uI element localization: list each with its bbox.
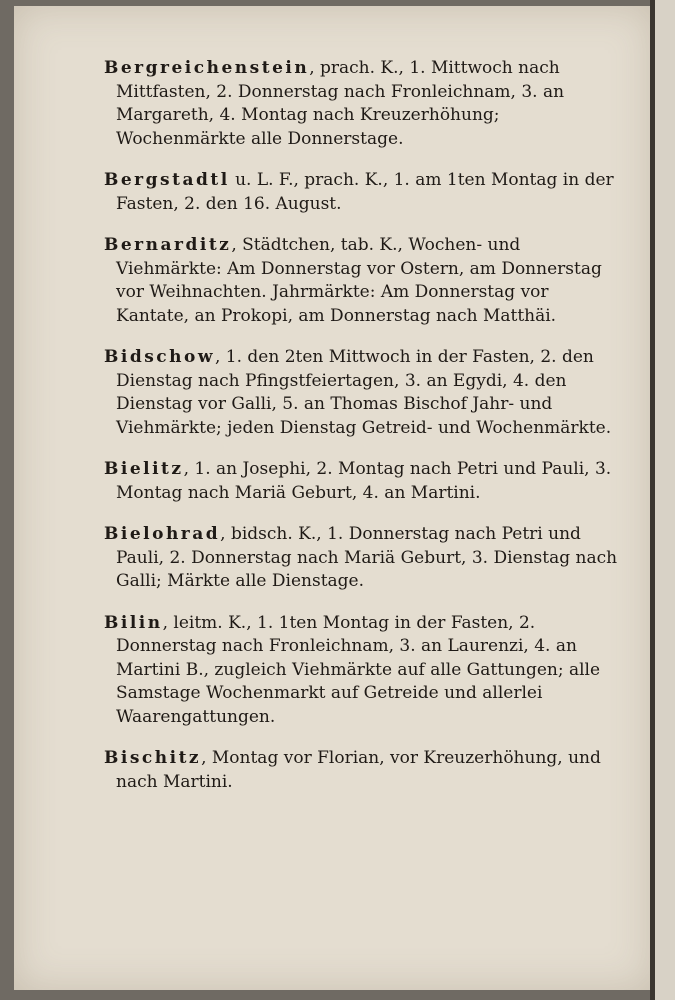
entry-bergreichenstein xyxy=(104,57,620,151)
entry-text: , leitm. K., 1. 1ten Montag in der Fasten, 2. Donnerstag nach Fronleichnam, 3. an Laurenzi, 4. an Martini B., zugleich Viehmärkte auf alle Gattungen; alle Samstage Wochenmarkt auf Getreide und allerlei Waarengattungen. xyxy=(116,612,601,727)
entry-bielitz xyxy=(104,458,620,505)
entry-text: u. L. F., prach. K., 1. am 1ten Montag in der Fasten, 2. den 16. August. xyxy=(116,170,614,214)
entry-text: , Montag vor Florian, vor Kreuzerhöhung, und nach Martini. xyxy=(116,748,601,792)
entry-place: Bidschow xyxy=(104,347,215,367)
entry-bilin xyxy=(104,612,620,730)
entry-text: , prach. K., 1. Mittwoch nach Mittfasten, 2. Donnerstag nach Fronleichnam, 3. an Margareth, 4. Montag nach Kreuzerhöhung; Wochenmärkte alle Donnerstage. xyxy=(116,58,565,149)
entry-bischitz xyxy=(104,747,620,794)
entry-text: , 1. den 2ten Mittwoch in der Fasten, 2. den Dienstag nach Pfingstfeiertagen, 3. an Egydi, 4. den Dienstag vor Galli, 5. an Thomas Bischof Jahr- und Viehmärkte; jeden Dienstag Getreid- und Wochenmärkte. xyxy=(116,347,612,438)
entry-bernarditz xyxy=(104,234,620,328)
entry-place: Bergstadtl xyxy=(104,170,230,190)
entry-text: , 1. an Josephi, 2. Montag nach Petri und Pauli, 3. Montag nach Mariä Geburt, 4. an Martini. xyxy=(116,459,612,503)
entry-bielohrad xyxy=(104,523,620,594)
entry-place: Bielohrad xyxy=(104,524,221,544)
entry-place: Bilin xyxy=(104,612,163,633)
entry-place: Bielitz xyxy=(104,459,184,479)
entry-place: Bergreichenstein xyxy=(104,58,310,78)
entry-place: Bischitz xyxy=(104,748,202,768)
entry-text: , Städtchen, tab. K., Wochen- und Viehmärkte: Am Donnerstag vor Ostern, am Donnerstag vor Weihnachten. Jahrmärkte: Am Donnerstag vor Kantate, an Prokopi, am Donnerstag nach Matthäi. xyxy=(116,235,602,326)
entry-text: , bidsch. K., 1. Donnerstag nach Petri und Pauli, 2. Donnerstag nach Mariä Geburt, 3. Dienstag nach Galli; Märkte alle Dienstage. xyxy=(116,524,618,591)
adjacent-page-edge xyxy=(655,0,675,1000)
entry-bidschow xyxy=(104,346,620,440)
entry-place: Bernarditz xyxy=(104,235,232,255)
entry-bergstadtl xyxy=(104,169,620,216)
market-entries-list xyxy=(104,40,620,812)
